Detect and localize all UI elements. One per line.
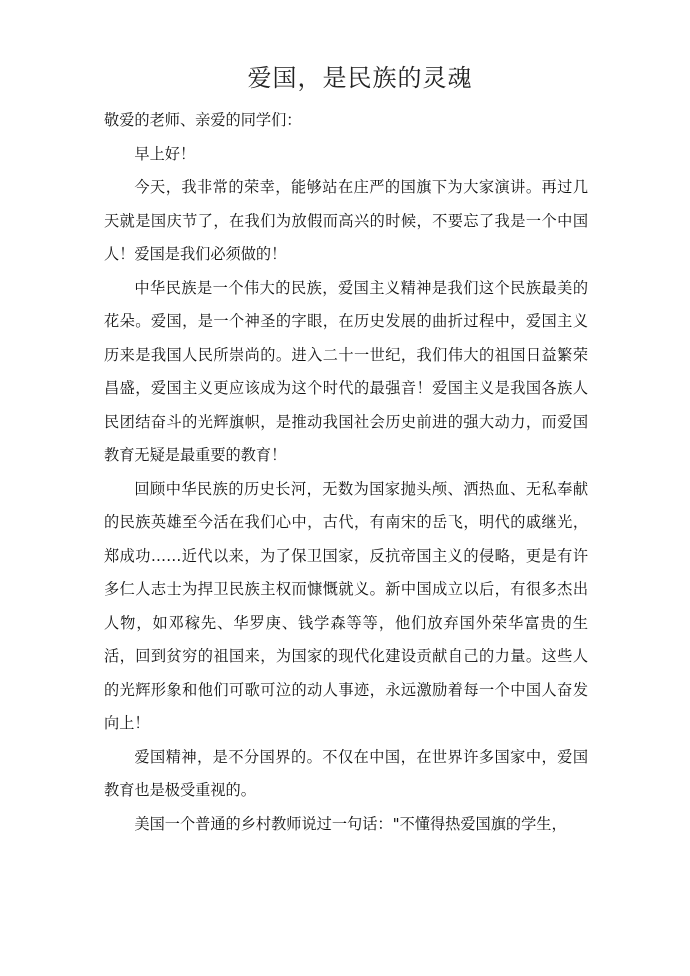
paragraph-american-teacher: 美国一个普通的乡村教师说过一句话："不懂得热爱国旗的学生， [134,814,567,833]
paragraph-patriotism-spirit: 中华民族是一个伟大的民族，爱国主义精神是我们这个民族最美的花朵。爱国，是一个神圣的字眼，在历史发展的曲折过程中，爱国主义历来是我国人民所崇尚的。进入二十一世纪，我们伟大的祖国日益繁荣昌盛，爱国主义更应该成为这个时代的最强音！爱国主义是我国各族人民团结奋斗的光辉旗帜，是推动我国社会历史前进的强大动力，而爱国教育无疑是最重要的教育！ [104,278,588,464]
document-body [104,104,588,841]
paragraph-intro: 今天，我非常的荣幸，能够站在庄严的国旗下为大家演讲。再过几天就是国庆节了，在我们为放假而高兴的时候，不要忘了我是一个中国人！爱国是我们必须做的！ [104,178,588,263]
paragraph-greeting: 早上好！ [134,144,196,163]
paragraph-history-heroes: 回顾中华民族的历史长河，无数为国家抛头颅、洒热血、无私奉献的民族英雄至今活在我们心中，古代，有南宋的岳飞，明代的戚继光，郑成功……近代以来，为了保卫国家，反抗帝国主义的侵略，更是有许多仁人志士为捍卫民族主权而慷慨就义。新中国成立以后，有很多杰出人物，如邓稼先、华罗庚、钱学森等等，他们放弃国外荣华富贵的生活，回到贫穷的祖国来，为国家的现代化建设贡献自己的力量。这些人的光辉形象和他们可歌可泣的动人事迹，永远激励着每一个中国人奋发向上！ [104,479,588,732]
salutation: 敬爱的老师、亲爱的同学们： [104,111,302,129]
document-title: 爱国，是民族的灵魂 [247,64,473,92]
paragraph-no-borders: 爱国精神，是不分国界的。不仅在中国，在世界许多国家中，爱国教育也是极受重视的。 [104,747,588,799]
